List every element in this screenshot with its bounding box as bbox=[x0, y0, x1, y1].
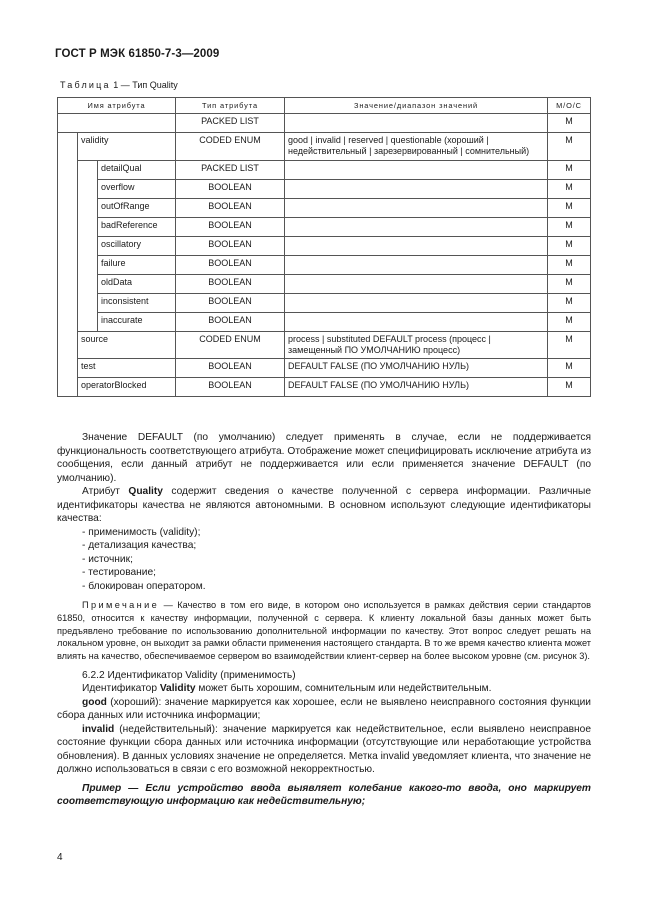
cell-mo: M bbox=[548, 274, 591, 293]
table-row bbox=[58, 179, 591, 198]
cell-name: failure bbox=[98, 255, 176, 274]
indent-level-1 bbox=[58, 133, 78, 397]
cell-name: operatorBlocked bbox=[78, 378, 176, 397]
cell-mo: M bbox=[548, 359, 591, 378]
paragraph-quality bbox=[57, 485, 591, 526]
paragraph-default: Значение DEFAULT (по умолчанию) следует применять в случае, если не поддерживается функциональность соответствующего атрибута. Отображение может специфицировать исключение атрибута из сообщения, если данный атрибут не поддерживается или если применяется значение DEFAULT (по умолчанию). bbox=[57, 432, 591, 484]
table-row bbox=[58, 255, 591, 274]
header-value-range: Значение/диапазон значений bbox=[285, 98, 548, 114]
cell-mo: M bbox=[548, 312, 591, 331]
paragraph-invalid bbox=[57, 723, 591, 777]
cell-mo: M bbox=[548, 160, 591, 179]
example-text: Пример — Если устройство ввода выявляет колебание какого-то ввода, оно маркирует соответствующую информацию как недействительную; bbox=[57, 782, 591, 808]
table-row bbox=[58, 331, 591, 358]
cell-name bbox=[58, 114, 176, 133]
cell-type: BOOLEAN bbox=[176, 179, 285, 198]
cell-type: BOOLEAN bbox=[176, 198, 285, 217]
table-row bbox=[58, 114, 591, 133]
identifier-list bbox=[57, 526, 591, 594]
cell-value bbox=[285, 160, 548, 179]
header-attribute-type: Тип атрибута bbox=[176, 98, 285, 114]
table-caption-number: 1 bbox=[113, 80, 119, 90]
quality-table bbox=[57, 97, 591, 397]
body-text bbox=[57, 431, 591, 809]
table-row bbox=[58, 160, 591, 179]
paragraph-good bbox=[57, 696, 591, 723]
term-invalid: invalid bbox=[82, 723, 115, 735]
cell-type: PACKED LIST bbox=[176, 114, 285, 133]
cell-name: inconsistent bbox=[98, 293, 176, 312]
indent-level-2 bbox=[78, 160, 98, 331]
document-header: ГОСТ Р МЭК 61850-7-3—2009 bbox=[55, 48, 220, 60]
cell-mo: M bbox=[548, 236, 591, 255]
list-item: - применимость (validity); bbox=[82, 526, 201, 538]
table-row bbox=[58, 217, 591, 236]
cell-mo: M bbox=[548, 331, 591, 358]
table-header-row bbox=[58, 98, 591, 114]
table-row bbox=[58, 236, 591, 255]
cell-mo: M bbox=[548, 198, 591, 217]
cell-name: oscillatory bbox=[98, 236, 176, 255]
cell-value bbox=[285, 217, 548, 236]
cell-mo: M bbox=[548, 114, 591, 133]
cell-type: BOOLEAN bbox=[176, 217, 285, 236]
cell-value: DEFAULT FALSE (ПО УМОЛЧАНИЮ НУЛЬ) bbox=[285, 359, 548, 378]
cell-name: source bbox=[78, 331, 176, 358]
cell-name: outOfRange bbox=[98, 198, 176, 217]
cell-value bbox=[285, 198, 548, 217]
paragraph-validity-rest: может быть хорошим, сомнительным или недействительным. bbox=[195, 683, 492, 695]
note bbox=[57, 599, 591, 663]
cell-value: process | substituted DEFAULT process (процесс | замещенный ПО УМОЛЧАНИЮ процесс) bbox=[285, 331, 548, 358]
cell-type: BOOLEAN bbox=[176, 236, 285, 255]
cell-mo: M bbox=[548, 179, 591, 198]
cell-value bbox=[285, 274, 548, 293]
cell-type: BOOLEAN bbox=[176, 378, 285, 397]
cell-name: inaccurate bbox=[98, 312, 176, 331]
cell-type: BOOLEAN bbox=[176, 359, 285, 378]
table-caption-label: Таблица bbox=[60, 80, 111, 90]
cell-value: good | invalid | reserved | questionable (хороший | недействительный | зарезервированный | сомнительный) bbox=[285, 133, 548, 160]
table-caption bbox=[60, 80, 178, 90]
table-row bbox=[58, 312, 591, 331]
cell-type: PACKED LIST bbox=[176, 160, 285, 179]
cell-type: BOOLEAN bbox=[176, 274, 285, 293]
cell-name: overflow bbox=[98, 179, 176, 198]
cell-value bbox=[285, 114, 548, 133]
list-item: - блокирован оператором. bbox=[82, 580, 206, 592]
table-row bbox=[58, 378, 591, 397]
paragraph-good-rest: (хороший): значение маркируется как хорошее, если не выявлено неисправного состояния функции сбора данных или источника информации; bbox=[57, 696, 591, 722]
page-number: 4 bbox=[57, 852, 63, 863]
cell-type: CODED ENUM bbox=[176, 133, 285, 160]
table-row bbox=[58, 198, 591, 217]
cell-value bbox=[285, 312, 548, 331]
cell-value bbox=[285, 236, 548, 255]
list-item: - тестирование; bbox=[82, 567, 156, 578]
table-caption-title: Тип Quality bbox=[132, 80, 178, 90]
paragraph-validity-prefix: Идентификатор bbox=[82, 683, 160, 695]
note-label: Примечание bbox=[82, 600, 160, 610]
cell-type: CODED ENUM bbox=[176, 331, 285, 358]
table-row bbox=[58, 359, 591, 378]
paragraph-invalid-rest: (недействительный): значение маркируется как недействительное, если выявлено неисправное состояние функции сбора данных или источника информации (отсутствующие или неработающие устройства обновления). В данных условиях значение не определяется. Метка invalid уведомляет клиента, что значение не должно использоваться в связи с его возможной некорректностью. bbox=[57, 723, 591, 776]
cell-type: BOOLEAN bbox=[176, 255, 285, 274]
cell-name: oldData bbox=[98, 274, 176, 293]
cell-name: detailQual bbox=[98, 160, 176, 179]
cell-value bbox=[285, 179, 548, 198]
header-mo: М/О/С bbox=[548, 98, 591, 114]
cell-mo: M bbox=[548, 133, 591, 160]
paragraph-validity bbox=[57, 682, 591, 696]
term-good: good bbox=[82, 696, 107, 708]
cell-mo: M bbox=[548, 255, 591, 274]
term-validity: Validity bbox=[159, 683, 196, 695]
cell-value bbox=[285, 255, 548, 274]
cell-name: validity bbox=[78, 133, 176, 160]
table-row bbox=[58, 293, 591, 312]
cell-name: badReference bbox=[98, 217, 176, 236]
list-item: - детализация качества; bbox=[82, 540, 197, 551]
cell-mo: M bbox=[548, 217, 591, 236]
header-attribute-name: Имя атрибута bbox=[58, 98, 176, 114]
cell-mo: M bbox=[548, 293, 591, 312]
cell-value: DEFAULT FALSE (ПО УМОЛЧАНИЮ НУЛЬ) bbox=[285, 378, 548, 397]
cell-mo: M bbox=[548, 378, 591, 397]
cell-type: BOOLEAN bbox=[176, 293, 285, 312]
cell-type: BOOLEAN bbox=[176, 312, 285, 331]
table-caption-dash: — bbox=[120, 80, 130, 90]
list-item: - источник; bbox=[82, 553, 133, 565]
cell-name: test bbox=[78, 359, 176, 378]
note-text: — Качество в том его виде, в котором оно используется в рамках действия серии стандартов 61850, относится к качеству информации, полученной с сервера. К клиенту локальной базы данных может быть предъявлено требование по использованию дополнительной информации по качеству. Этот вопрос следует решать на локальном уровне, он выходит за рамки области применения настоящего стандарта. В то же время качество клиента может влиять на качество, обеспечиваемое сервером во взаимодействии клиент-сервер на более высоком уровне (см. рисунок 3). bbox=[57, 600, 591, 662]
section-heading: 6.2.2 Идентификатор Validity (применимость) bbox=[82, 669, 296, 681]
paragraph-quality-rest: содержит сведения о качестве полученной с сервера информации. Различные идентификаторы качества не являются автономными. В основном используют следующие идентификаторы качества: bbox=[57, 486, 592, 524]
term-quality: Quality bbox=[128, 486, 163, 497]
paragraph-quality-prefix: Атрибут bbox=[82, 486, 129, 497]
table-row bbox=[58, 133, 591, 160]
cell-value bbox=[285, 293, 548, 312]
table-row bbox=[58, 274, 591, 293]
